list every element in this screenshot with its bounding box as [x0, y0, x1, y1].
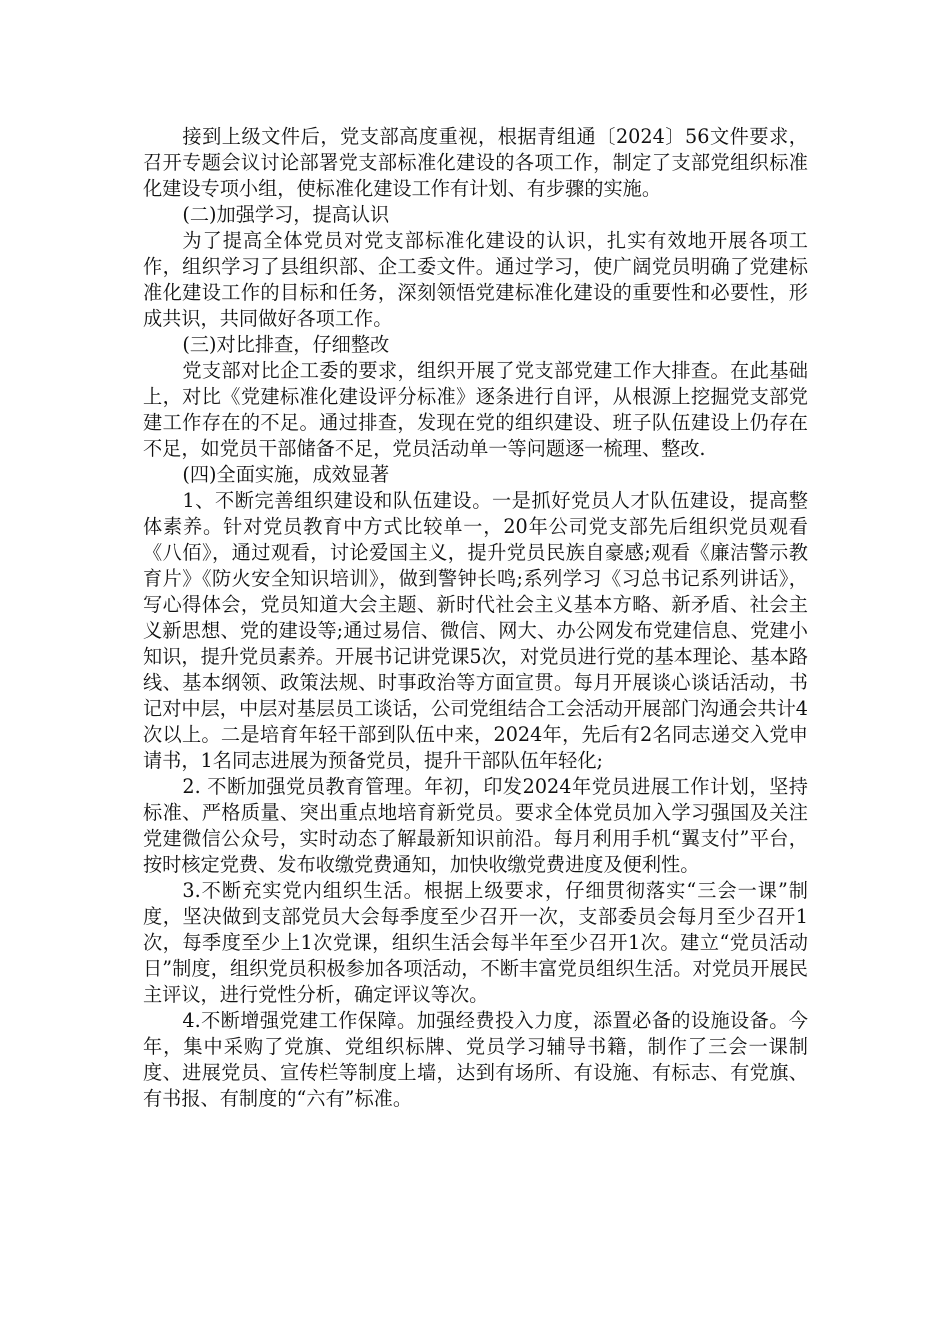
paragraph-item-2: 2. 不断加强党员教育管理。年初，印发2024年党员进展工作计划，坚持标准、严格质量、突出重点地培育新党员。要求全体党员加入学习强国及关注党建微信公众号，实时动态了解最新知识前沿。每月利用手机“翼支付”平台，按时核定党费、发布收缴党费通知，加快收缴党费进度及便利性。 [143, 775, 808, 876]
paragraph-item-3: 3.不断充实党内组织生活。根据上级要求，仔细贯彻落实“三会一课”制度，坚决做到支部党员大会每季度至少召开一次，支部委员会每月至少召开1次，每季度至少上1次党课，组织生活会每半年至少召开1次。建立“党员活动日”制度，组织党员积极参加各项活动，不断丰富党员组织生活。对党员开展民主评议，进行党性分析，确定评议等次。 [143, 879, 808, 1006]
paragraph-inspection: 党支部对比企工委的要求，组织开展了党支部党建工作大排查。在此基础上，对比《党建标准化建设评分标准》逐条进行自评，从根源上挖掘党支部党建工作存在的不足。通过排查，发现在党的组织建设、班子队伍建设上仍存在不足，如党员干部储备不足，党员活动单一等问题逐一梳理、整改. [143, 359, 808, 460]
document-body [143, 124, 808, 1112]
section-heading-3: (三)对比排查，仔细整改 [182, 333, 390, 356]
section-heading-4: (四)全面实施，成效显著 [182, 463, 390, 486]
section-heading-2: (二)加强学习，提高认识 [182, 203, 390, 226]
paragraph-item-4: 4.不断增强党建工作保障。加强经费投入力度，添置必备的设施设备。今年，集中采购了党旗、党组织标牌、党员学习辅导书籍，制作了三会一课制度、进展党员、宣传栏等制度上墙，达到有场所、有设施、有标志、有党旗、有书报、有制度的“六有”标准。 [143, 1009, 808, 1110]
paragraph-item-1: 1、不断完善组织建设和队伍建设。一是抓好党员人才队伍建设，提高整体素养。针对党员教育中方式比较单一，20年公司党支部先后组织党员观看《八佰》，通过观看，讨论爱国主义，提升党员民族自豪感;观看《廉洁警示教育片》《防火安全知识培训》，做到警钟长鸣;系列学习《习总书记系列讲话》，写心得体会，党员知道大会主题、新时代社会主义基本方略、新矛盾、社会主义新思想、党的建设等;通过易信、微信、网大、办公网发布党建信息、党建小知识，提升党员素养。开展书记讲党课5次，对党员进行党的基本理论、基本路线、基本纲领、政策法规、时事政治等方面宣贯。每月开展谈心谈话活动，书记对中层，中层对基层员工谈话，公司党组结合工会活动开展部门沟通会共计4次以上。二是培育年轻干部到队伍中来，2024年，先后有2名同志递交入党申请书，1名同志进展为预备党员，提升干部队伍年轻化; [143, 489, 808, 772]
paragraph-study: 为了提高全体党员对党支部标准化建设的认识，扎实有效地开展各项工作，组织学习了县组织部、企工委文件。通过学习，使广阔党员明确了党建标准化建设工作的目标和任务，深刻领悟党建标准化建设的重要性和必要性，形成共识，共同做好各项工作。 [143, 229, 808, 330]
paragraph-intro: 接到上级文件后，党支部高度重视，根据青组通〔2024〕56文件要求，召开专题会议讨论部署党支部标准化建设的各项工作，制定了支部党组织标准化建设专项小组，使标准化建设工作有计划、有步骤的实施。 [143, 125, 808, 200]
